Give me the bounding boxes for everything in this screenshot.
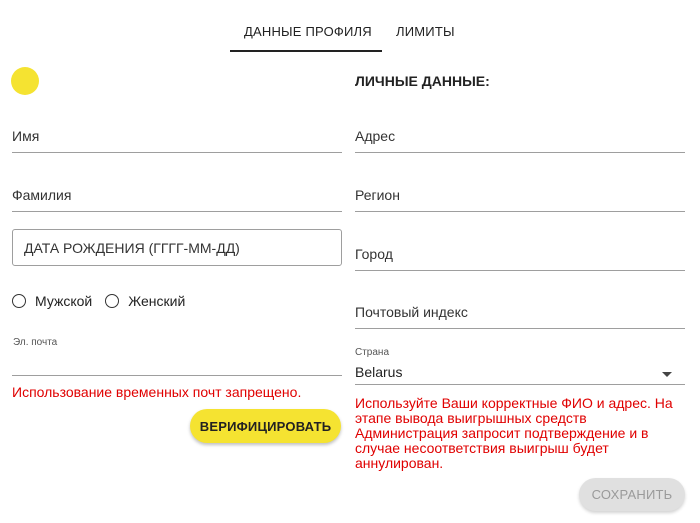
email-label: Эл. почта: [13, 337, 58, 348]
tab-profile-data[interactable]: ДАННЫЕ ПРОФИЛЯ: [244, 24, 372, 39]
email-warning: Использование временных почт запрещено.: [12, 384, 302, 400]
personal-data-title: ЛИЧНЫЕ ДАННЫЕ:: [355, 73, 490, 89]
city-input[interactable]: [355, 239, 685, 269]
region-field: [355, 180, 685, 212]
country-value[interactable]: Belarus: [355, 364, 403, 380]
tab-limits[interactable]: ЛИМИТЫ: [396, 24, 455, 39]
gender-radio-group: [12, 292, 198, 310]
last-name-input[interactable]: [12, 180, 342, 210]
region-input[interactable]: [355, 180, 685, 210]
gender-male-radio[interactable]: [12, 294, 26, 308]
zip-input[interactable]: [355, 297, 685, 327]
active-tab-indicator: [230, 50, 382, 52]
birthdate-input[interactable]: [13, 230, 341, 265]
zip-field: [355, 297, 685, 329]
country-label: Страна: [355, 347, 390, 358]
first-name-input[interactable]: [12, 121, 342, 151]
save-button[interactable]: СОХРАНИТЬ: [579, 478, 685, 511]
email-field: [12, 344, 342, 376]
gender-female-radio[interactable]: [105, 294, 119, 308]
gender-female-label[interactable]: Женский: [128, 293, 186, 309]
birthdate-field: [12, 229, 342, 266]
email-input[interactable]: [12, 344, 342, 374]
gender-male-label[interactable]: Мужской: [35, 293, 93, 309]
first-name-field: [12, 121, 342, 153]
city-field: [355, 239, 685, 271]
avatar[interactable]: [11, 67, 39, 95]
verify-button[interactable]: ВЕРИФИЦИРОВАТЬ: [190, 409, 341, 443]
country-select-underline: [355, 384, 685, 385]
tab-bar: [0, 0, 700, 52]
verification-notice: Используйте Ваши корректные ФИО и адрес. На этапе вывода выигрышных средств Администрация запросит подтверждение и в случае несоответствия выигрыш будет аннулирован.: [355, 395, 673, 471]
last-name-field: [12, 180, 342, 212]
chevron-down-icon[interactable]: [662, 372, 672, 377]
address-input[interactable]: [355, 121, 685, 151]
address-field: [355, 121, 685, 153]
